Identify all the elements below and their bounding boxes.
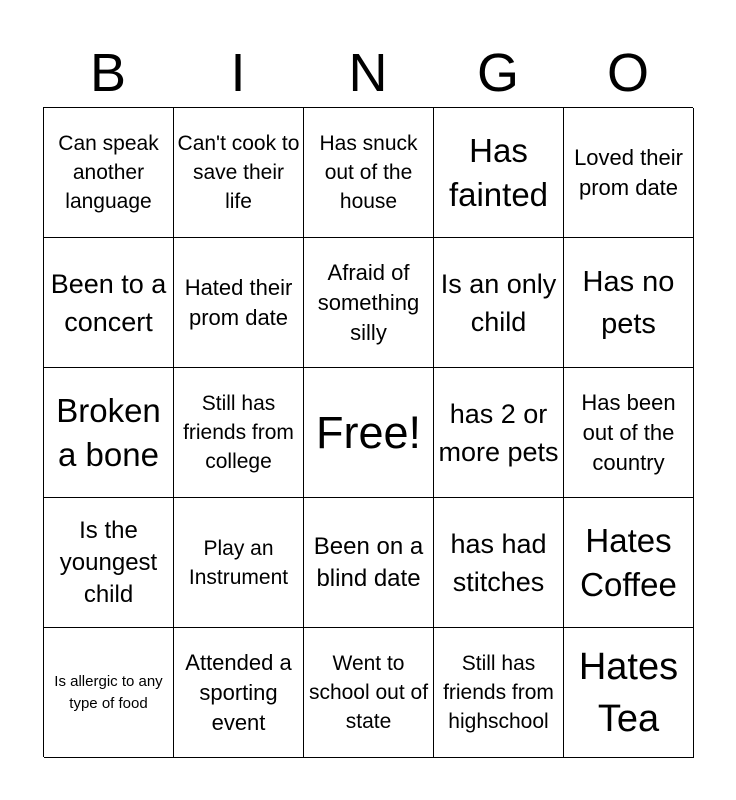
header-letter-n: N [348, 43, 388, 103]
bingo-cell[interactable] [304, 238, 434, 368]
bingo-cell[interactable] [304, 628, 434, 758]
cell-text: Is allergic to any type of food [54, 672, 163, 712]
bingo-cell[interactable] [304, 498, 434, 628]
header-letter-i: I [230, 43, 246, 103]
header-letter-g: G [476, 43, 519, 103]
bingo-cell[interactable] [564, 628, 694, 758]
cell-text: Play an Instrument [188, 536, 289, 589]
cell-text: Has snuck out of the house [319, 132, 418, 213]
cell-text: Is an only child [440, 268, 557, 337]
bingo-cell[interactable] [174, 238, 304, 368]
bingo-cell[interactable] [44, 108, 174, 238]
cell-text: Has fainted [448, 131, 549, 213]
bingo-cell[interactable] [174, 108, 304, 238]
bingo-cell[interactable] [44, 628, 174, 758]
bingo-header [43, 40, 693, 106]
header-letter-o: O [606, 43, 649, 103]
cell-text: Hates Tea [578, 645, 679, 740]
bingo-cell[interactable] [564, 108, 694, 238]
bingo-cell[interactable] [44, 238, 174, 368]
bingo-cell[interactable] [434, 628, 564, 758]
bingo-cell[interactable] [44, 368, 174, 498]
cell-text: Has been out of the country [581, 389, 676, 475]
bingo-cell[interactable] [564, 498, 694, 628]
cell-text: Still has friends from college [183, 392, 294, 473]
bingo-cell[interactable] [434, 238, 564, 368]
cell-text: Free! [315, 406, 422, 458]
bingo-cell[interactable] [304, 108, 434, 238]
cell-text: Broken a bone [56, 391, 161, 473]
bingo-cell[interactable] [434, 498, 564, 628]
cell-text: Loved their prom date [574, 144, 683, 200]
bingo-cell[interactable] [174, 498, 304, 628]
bingo-cell[interactable] [174, 628, 304, 758]
cell-text: Hated their prom date [184, 274, 293, 330]
cell-text: Still has friends from highschool [443, 652, 554, 733]
bingo-cell[interactable] [174, 368, 304, 498]
bingo-cell[interactable] [564, 238, 694, 368]
bingo-board [43, 107, 693, 757]
cell-text: Hates Coffee [580, 521, 677, 603]
bingo-cell[interactable] [564, 368, 694, 498]
header-letter-b: B [89, 43, 127, 103]
bingo-cell[interactable] [434, 368, 564, 498]
cell-text: Is the youngest child [59, 516, 158, 608]
cell-text: Can speak another language [58, 132, 159, 213]
cell-text: Afraid of something silly [317, 259, 420, 345]
bingo-cell[interactable] [434, 108, 564, 238]
cell-text: Has no pets [582, 265, 675, 340]
cell-text: has had stitches [450, 528, 547, 597]
cell-text: Been to a concert [50, 268, 167, 337]
cell-text: Went to school out of state [308, 652, 429, 733]
cell-text: has 2 or more pets [438, 398, 559, 467]
cell-text: Attended a sporting event [185, 649, 292, 735]
free-space[interactable] [304, 368, 434, 498]
cell-text: Can't cook to save their life [177, 132, 300, 213]
bingo-cell[interactable] [44, 498, 174, 628]
cell-text: Been on a blind date [313, 532, 424, 592]
